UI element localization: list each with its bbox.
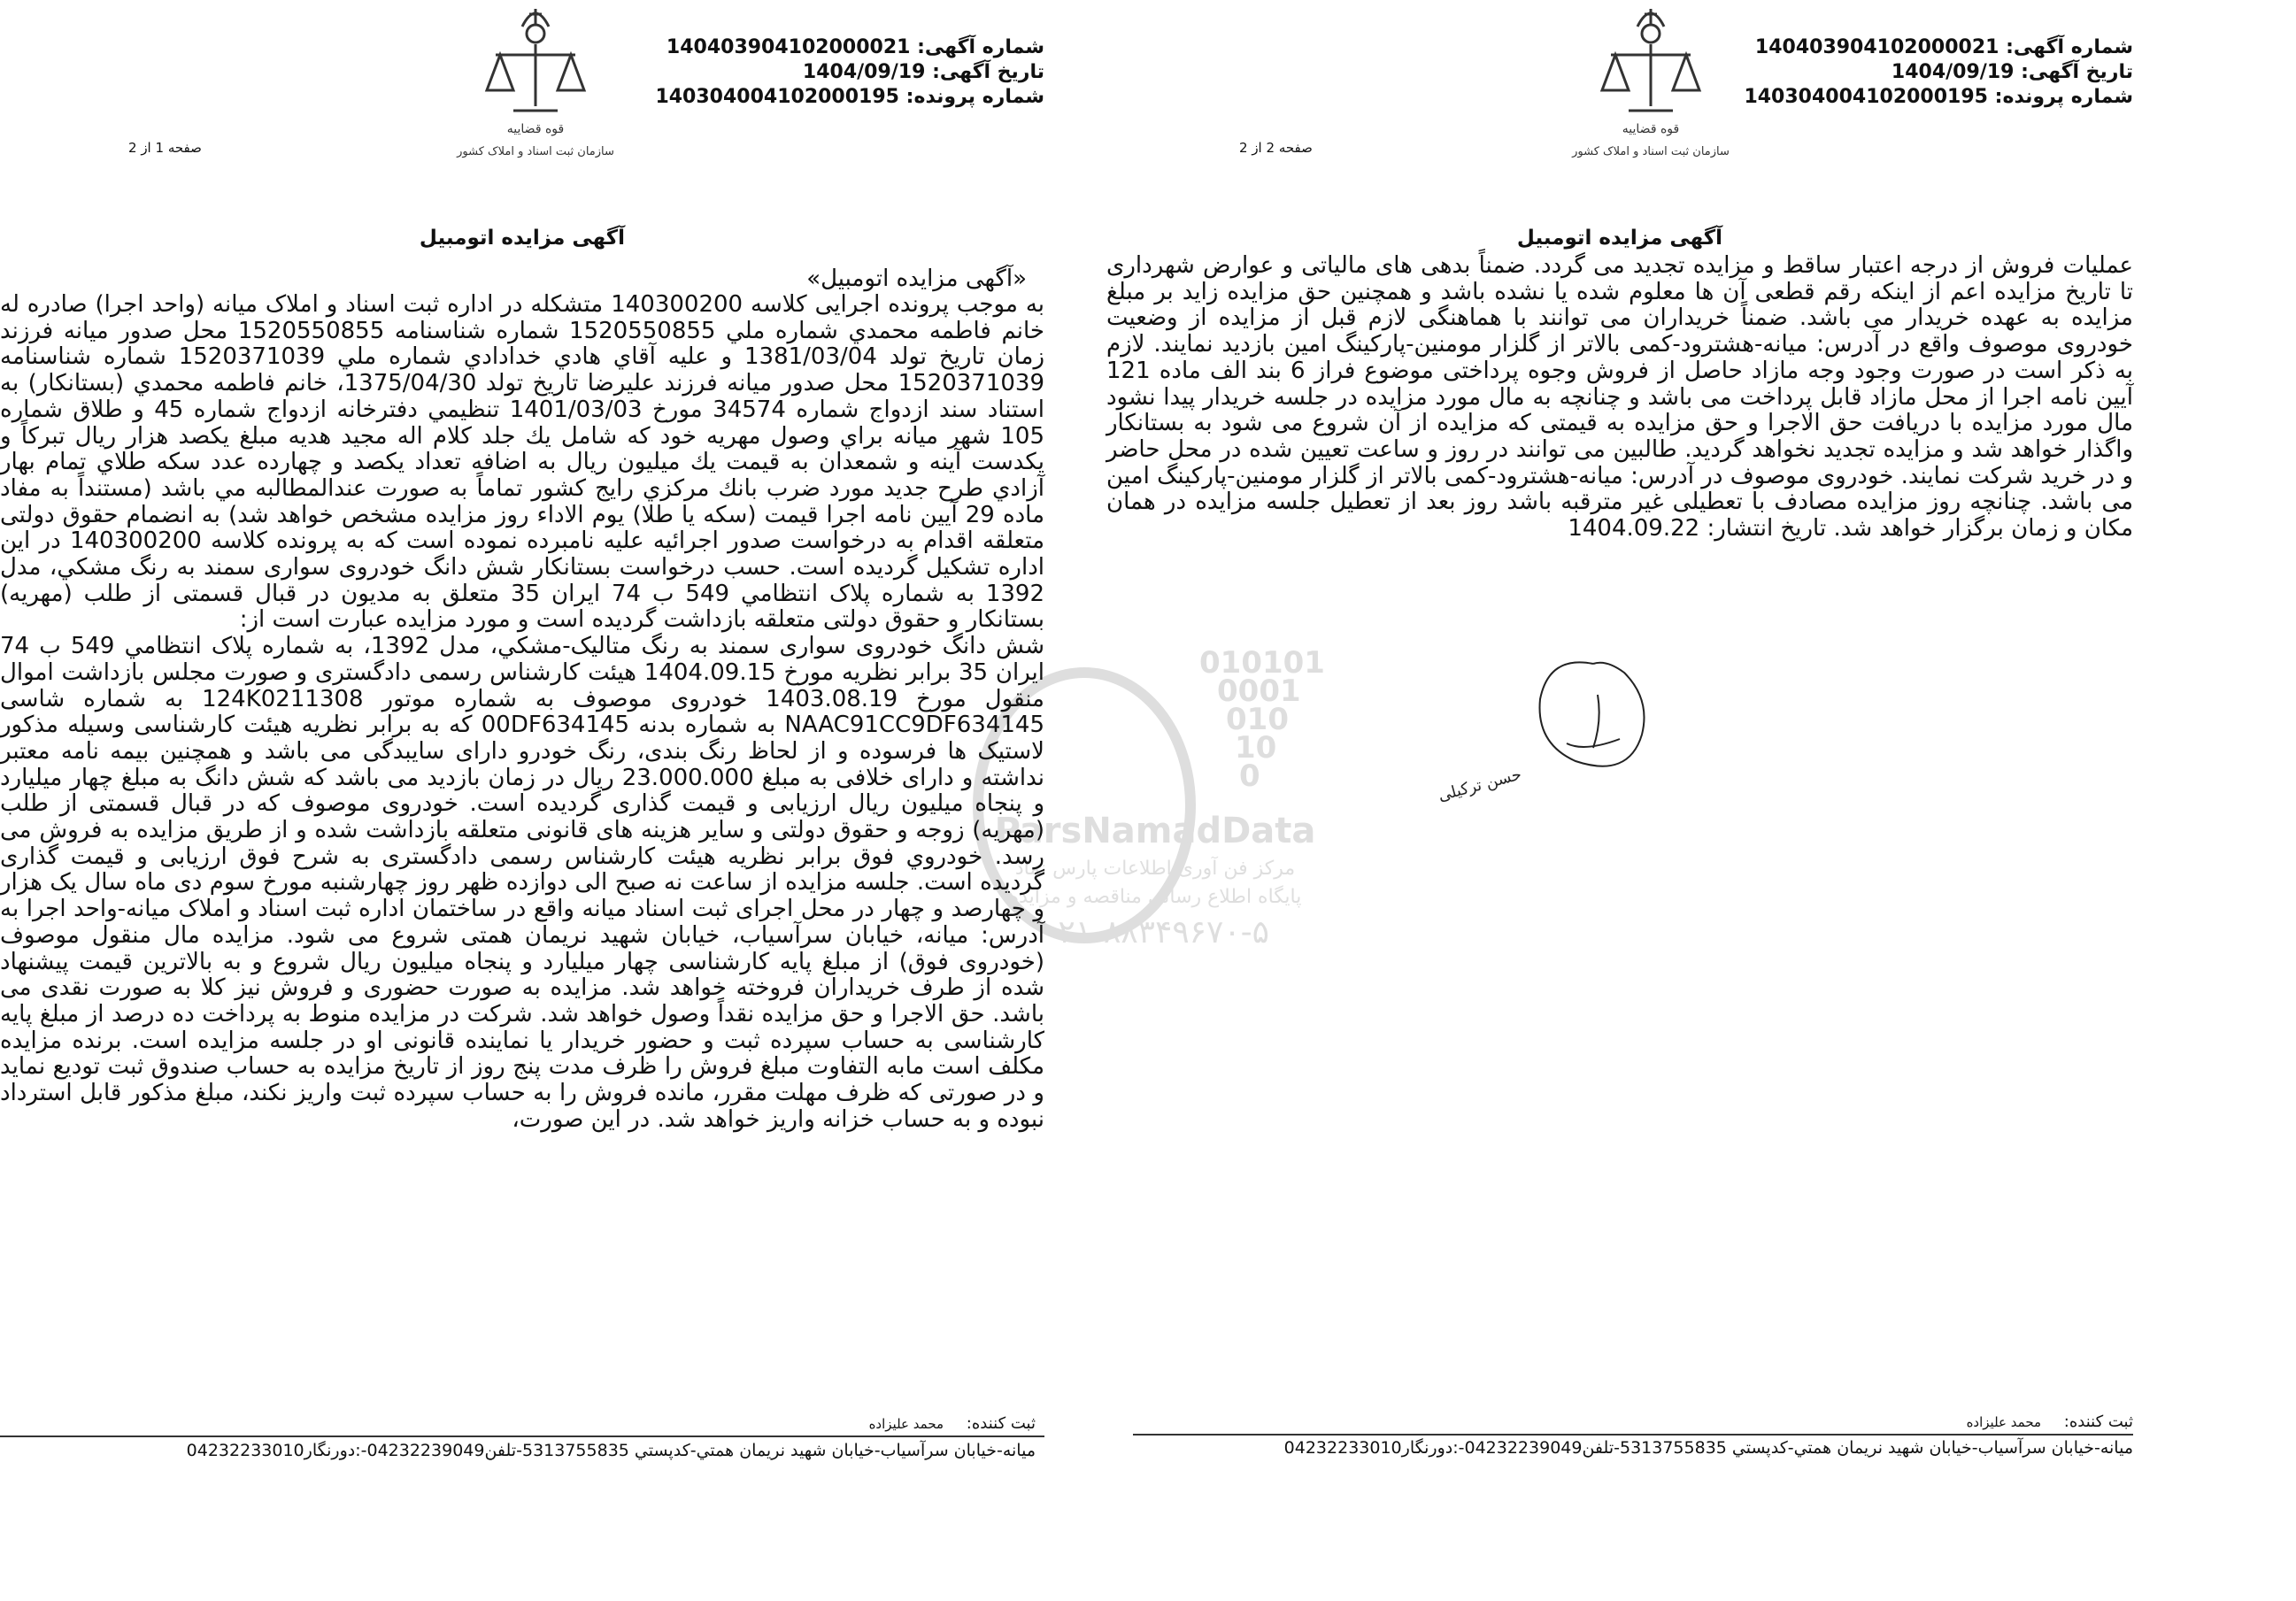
registrar xyxy=(1967,1412,2133,1431)
notice-date: 1404/09/19 xyxy=(802,61,926,83)
emblem-org-line2: سازمان ثبت اسناد و املاک کشور xyxy=(1572,145,1730,158)
registrar-label: ثبت کننده: xyxy=(2063,1412,2133,1431)
watermark-line1: مرکز فن آوری اطلاعات پارس نماد xyxy=(1014,858,1296,880)
registrar-label: ثبت کننده: xyxy=(966,1414,1036,1433)
page-number: صفحه 2 از 2 xyxy=(1239,140,1313,156)
file-number-label: شماره پرونده: xyxy=(905,86,1044,108)
page-title: آگهی مزایده اتومبیل xyxy=(419,227,626,250)
signature-text: حسن ترکیلی xyxy=(1436,765,1524,805)
registrar-name: محمد علیزاده xyxy=(1966,1414,2042,1430)
notice-date-label: تاریخ آگهی: xyxy=(932,61,1044,83)
footer-divider xyxy=(1133,1434,2133,1436)
notice-date: 1404/09/19 xyxy=(1891,61,2015,83)
notice-body xyxy=(1106,253,2133,543)
watermark-binary-1: 010101 xyxy=(1199,645,1325,681)
watermark-binary-3: 010 xyxy=(1226,702,1289,737)
judiciary-emblem-icon xyxy=(457,0,614,177)
registrar xyxy=(869,1414,1036,1433)
page-title: آگهی مزایده اتومبیل xyxy=(1516,227,1723,250)
notice-body-paragraph-1: به موجب پرونده اجرایی کلاسه 140300200 متشکله در اداره ثبت اسناد و املاک میانه (واحد اجرا) صادره له خانم فاطمه محمدي شماره ملي 1520550855 شماره شناسنامه 1520550855 محل صدور میانه فرزند زمان تاریخ تولد 1381/03/04 و علیه آقاي هادي خدادادي شماره ملي 1520371039 شماره شناسنامه 1520371039 محل صدور میانه فرزند علیرضا تاریخ تولد 1375/04/30، خانم فاطمه محمدي (بستانکار) به استناد سند ازدواج شماره 34574 مورخ 1401/03/03 تنظیمي دفترخانه ازدواج شماره 45 و طلاق شماره 105 شهر میانه براي وصول مهریه خود که شامل یك جلد کلام اله مجید هدیه مبلغ یکصد هزار ریال تبرکاً و یکدست آینه و شمعدان به قیمت یك میلیون ریال به اضافه تعداد یکصد و چهارده عدد سکه طلاي تمام بهار آزادي طرح جدید مورد ضرب بانك مرکزي رایج کشور تماماً به صورت عندالمطالبه مي باشد (مستنداً به مفاد ماده 29 آیین نامه اجرا قیمت (سکه یا طلا) یوم الاداء روز مزایده مشخص خواهد شد) به انضمام حقوق دولتی متعلقه اقدام به درخواست صدور اجرائیه علیه نامبرده نموده است که به پرونده کلاسه 140300200 در این اداره تشکیل گردیده است. حسب درخواست بستانکار شش دانگ خودروی سواری سمند به رنگ مشکي، مدل 1392 به شماره پلاک انتظامي 549 ب 74 ایران 35 متعلق به مدیون در قبال قسمتی از طلب (مهریه) بستانکار و حقوق دولتی متعلقه بازداشت گردیده است و مورد مزایده عبارت است از: xyxy=(0,291,1045,634)
page-subtitle: «آگهی مزایده اتومبیل» xyxy=(806,266,1027,292)
notice-body-paragraph-2: شش دانگ خودروی سواری سمند به رنگ متالیک-مشکي، مدل 1392، به شماره پلاک انتظامي 549 ب 74 ایران 35 برابر نظریه مورخ 1404.09.15 هیئت کارشناس رسمی دادگستری و صورت مجلس بازداشت اموال منقول مورخ 1403.08.19 خودروی موصوف به شماره موتور 124K0211308 به شماره شاسی NAAC91CC9DF634145 به شماره بدنه 00DF634145 که به برابر نظریه هیئت کارشناسی وسیله مذکور لاستیک ها فرسوده و از لحاظ رنگ بندی، رنگ خودرو دارای سایبدگی می باشد و همچنین بیمه نامه معتبر نداشته و دارای خلافی به مبلغ 23.000.000 ریال در زمان بازدید می باشد که شش دانگ به مبلغ چهار میلیارد و پنجاه میلیون ریال ارزیابی و قیمت گذاری گردیده است. خودروی موصوف که در قبال قسمتی از طلب (مهریه) زوجه و حقوق دولتی و سایر هزینه های قانونی متعلقه بازداشت شده و از طریق مزایده به فروش می رسد. خودروي فوق برابر نظریه هیئت کارشناس رسمی دادگستری به شرح فوق ارزیابی و قیمت گذاری گردیده است. جلسه مزایده از ساعت نه صبح الی دوازده ظهر روز چهارشنبه مورخ سوم دی ماه سال یک هزار و چهارصد و چهار در محل اجرای ثبت اسناد میانه واقع در ساختمان اداره ثبت اسناد و املاک میانه-واحد اجرا به آدرس: میانه، خیابان سرآسیاب، خیابان شهید نریمان همتی شروع می شود. مزایده مال منقول موصوف (خودروی فوق) از مبلغ پایه کارشناسی چهار میلیارد و پنجاه میلیون ریال شروع و به بالاترین قیمت پیشنهاد شده از طرف خریداران فروخته خواهد شد. مزایده به صورت حضوری و فروش نیز کلا به صورت نقدی می باشد. حق الاجرا و حق مزایده نقداً وصول خواهد شد. شرکت در مزایده منوط به پرداخت ده درصد از مبلغ پایه کارشناسی به حساب سپرده ثبت و حضور خریدار یا نماینده قانونی او در جلسه مزایده است. برنده مزایده مکلف است مابه التفاوت مبلغ فروش را ظرف مدت پنج روز از تاریخ مزایده به حساب صندوق ثبت تودیع نماید و در صورتی که ظرف مهلت مقرر، مانده فروش را به حساب سپرده ثبت واریز نکند، مبلغ مذکور قابل استرداد نبوده و به حساب خزانه واریز خواهد شد. در این صورت، xyxy=(0,633,1045,1133)
notice-body-text: عملیات فروش از درجه اعتبار ساقط و مزایده تجدید می گردد. ضمناً بدهی های مالیاتی و عوارض شهرداری تا تاریخ مزایده اعم از اینکه رقم قطعی آن ها معلوم شده یا نشده باشد و همچنین حق مزایده زاید بر مبلغ مزایده به عهده خریدار می باشد. ضمناً خریداران می توانند با هماهنگی لازم قبل از مزایده از وضعیت خودروی موصوف واقع در آدرس: میانه-هشترود-کمی بالاتر از گلزار مومنین-پارکینگ امین بازدید نمایند. لازم به ذکر است در صورت وجود وجه مازاد حاصل از فروش وجوه پرداختی موضوع فراز 6 بند الف ماده 121 آیین نامه اجرا از محل مازاد قابل پرداخت می باشد و چنانچه به مال مورد مزایده در جلسه خریدار پیدا نشود مال مورد مزایده با دریافت حق الاجرا و حق مزایده به قیمتی که مزایده از آن شروع می شود به بستانکار واگذار خواهد شد و مزایده تجدید نخواهد گردید. طالبین می توانند در روز و ساعت تعیین شده در محل حاضر و در خرید شرکت نمایند. خودروی موصوف در آدرس: میانه-هشترود-کمی بالاتر از گلزار مومنین-پارکینگ امین می باشد. چنانچه روز مزایده مصادف با تعطیلی غیر مترقبه باشد روز بعد از تعطیل جلسه مزایده در همان مکان و زمان برگزار خواهد شد. تاریخ انتشار: xyxy=(1106,252,2133,543)
publish-date: 1404.09.22 xyxy=(1568,515,1700,543)
registrar-name: محمد علیزاده xyxy=(868,1416,944,1432)
emblem-org-line2: سازمان ثبت اسناد و املاک کشور xyxy=(457,145,614,158)
page-number: صفحه 1 از 2 xyxy=(128,140,202,156)
file-number: 140304004102000195 xyxy=(1744,86,1988,108)
file-number: 140304004102000195 xyxy=(655,86,899,108)
notice-meta xyxy=(1744,35,2133,110)
notice-number-label: شماره آگهی: xyxy=(917,36,1044,58)
notice-meta xyxy=(655,35,1044,110)
watermark-line2: پایگاه اطلاع رسانی مناقصه و مزایده xyxy=(1008,886,1302,908)
watermark-binary-2: 0001 xyxy=(1217,673,1301,709)
watermark-phone: ۰۲۱-۸۸۳۴۹۶۷۰-۵ xyxy=(1040,914,1270,951)
notice-page-1 xyxy=(0,0,1044,1601)
footer-contact: میانه-خیابان سرآسیاب-خیابان شهید نریمان همتي-کدپستي 5313755835-تلفن04232239049-:دورنگار04232233010 xyxy=(186,1441,1036,1460)
watermark-binary-4: 10 xyxy=(1235,730,1277,766)
notice-number: 140403904102000021 xyxy=(1754,36,1999,58)
notice-number: 140403904102000021 xyxy=(666,36,911,58)
watermark-binary-5: 0 xyxy=(1239,758,1260,794)
emblem-org-line1: قوه قضاییه xyxy=(506,122,565,136)
notice-date-label: تاریخ آگهی: xyxy=(2021,61,2133,83)
notice-body xyxy=(0,292,1044,1134)
footer-contact: میانه-خیابان سرآسیاب-خیابان شهید نریمان همتي-کدپستي 5313755835-تلفن04232239049-:دورنگار04232233010 xyxy=(1283,1438,2133,1458)
notice-number-label: شماره آگهی: xyxy=(2006,36,2133,58)
file-number-label: شماره پرونده: xyxy=(1994,86,2133,108)
signature-image xyxy=(1436,646,1726,805)
judiciary-emblem-icon xyxy=(1572,0,1730,177)
footer-divider xyxy=(0,1436,1044,1437)
watermark-brand: ParsNamadData xyxy=(994,811,1316,851)
emblem-org-line1: قوه قضاییه xyxy=(1622,122,1680,136)
